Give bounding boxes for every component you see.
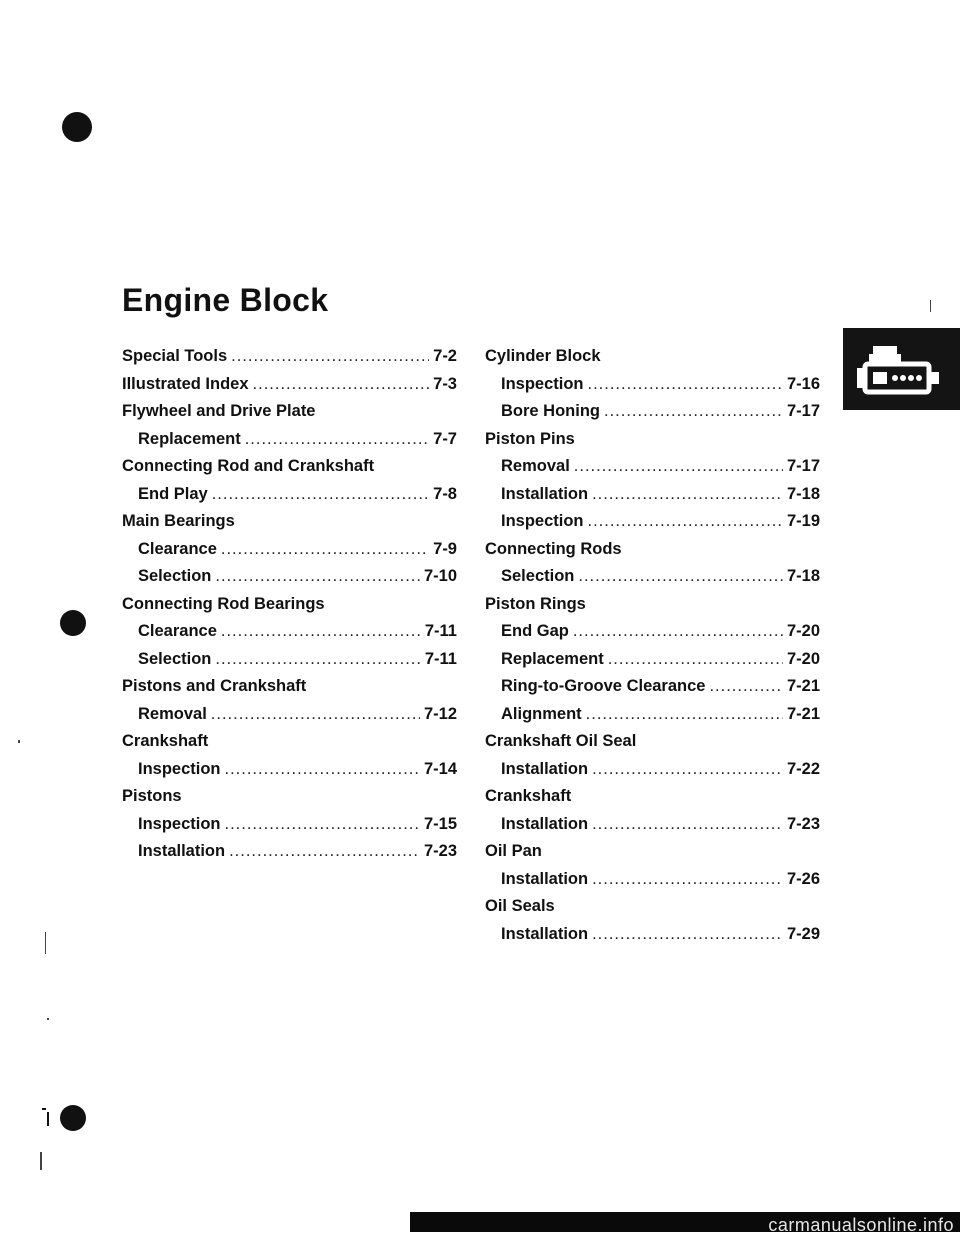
toc-entry[interactable] [122,565,457,589]
toc-entry-label: Inspection [501,512,584,530]
toc-entry[interactable] [122,483,457,507]
toc-page-number: 7-8 [433,484,457,503]
toc-page-number: 7-20 [786,649,820,668]
dot-leader [574,455,783,479]
toc-entry-label: Inspection [138,814,221,833]
toc-page-number: 7-17 [786,402,820,420]
watermark: carmanualsonline.info [768,1215,954,1235]
toc-page-number: 7-17 [786,457,820,475]
scan-mark [40,1152,42,1170]
toc-entry-label: Clearance [138,622,217,640]
toc-entry[interactable] [485,648,820,672]
toc-heading: Cylinder Block [485,347,601,365]
toc-heading: Connecting Rods [485,539,622,558]
scan-mark [47,1112,49,1126]
dot-leader [231,345,429,369]
toc-entry-label: Inspection [138,759,221,778]
toc-entry[interactable] [485,703,820,727]
toc-page-number: 7-12 [423,704,457,723]
toc-entry-label: Alignment [501,704,582,723]
toc-page-number: 7-18 [786,567,820,585]
toc-heading: Pistons [122,787,182,805]
toc-entry[interactable] [122,373,457,397]
toc-right-column [485,345,820,946]
binder-hole-middle [60,610,86,636]
toc-entry[interactable] [122,648,457,672]
toc-entry-label: Installation [501,869,589,888]
toc-entry[interactable] [122,813,457,837]
dot-leader [225,758,420,782]
toc-heading: Piston Rings [485,594,586,613]
toc-entry[interactable] [485,510,820,534]
toc-page-number: 7-15 [423,814,457,833]
toc-heading: Connecting Rod Bearings [122,594,325,613]
toc-entry[interactable] [485,620,820,644]
scan-mark [18,740,20,743]
toc-entry-label: Inspection [501,374,584,393]
toc-heading: Connecting Rod and Crankshaft [122,457,375,475]
toc-entry[interactable] [122,620,457,644]
toc-heading: Crankshaft Oil Seal [485,732,637,750]
toc-entry-label: Installation [501,924,589,943]
dot-leader [592,483,783,507]
dot-leader [588,373,783,397]
toc-entry-label: Selection [501,567,575,585]
toc-heading: Crankshaft [485,787,572,805]
toc-entry-label: Replacement [138,429,241,448]
dot-leader [592,758,783,782]
dot-leader [592,813,783,837]
toc-heading: Main Bearings [122,512,235,530]
toc-entry-label: Ring-to-Groove Clearance [501,677,706,695]
toc-entry[interactable] [485,923,820,947]
dot-leader [604,400,783,424]
toc-page-number: 7-23 [786,814,820,833]
dot-leader [215,565,420,589]
dot-leader [245,428,429,452]
toc-page-number: 7-9 [433,539,457,558]
toc-heading: Piston Pins [485,429,575,448]
toc-entry[interactable] [485,565,820,589]
toc-entry-label: Installation [138,842,226,860]
toc-heading: Crankshaft [122,732,209,750]
toc-page-number: 7-26 [786,869,820,888]
toc-page-number: 7-11 [424,622,457,640]
toc-entry[interactable] [485,455,820,479]
toc-entry-label: Bore Honing [501,402,600,420]
toc-page-number: 7-21 [786,677,820,695]
dot-leader [592,923,783,947]
toc-heading: Flywheel and Drive Plate [122,402,316,420]
dot-leader [225,813,420,837]
toc-entry[interactable] [485,758,820,782]
dot-leader [229,840,420,864]
toc-page-number: 7-10 [423,567,457,585]
toc-entry[interactable] [485,373,820,397]
toc-entry[interactable] [485,868,820,892]
toc-entry[interactable] [485,483,820,507]
binder-hole-top [62,112,92,142]
toc-entry[interactable] [122,428,457,452]
toc-entry-label: Illustrated Index [122,374,249,393]
toc-entry-label: End Play [138,484,208,503]
toc-entry-label: Selection [138,567,212,585]
toc-page-number: 7-3 [433,374,457,393]
toc-heading: Oil Seals [485,897,555,915]
toc-entry-label: Selection [138,649,212,668]
page-title: Engine Block [122,282,329,318]
dot-leader [592,868,783,892]
toc-page-number: 7-14 [423,759,457,778]
toc-page-number: 7-23 [423,842,457,860]
toc-page-number: 7-21 [786,704,820,723]
toc-heading: Oil Pan [485,842,542,860]
toc-entry-label: Removal [138,704,207,723]
dot-leader [212,483,429,507]
toc-left-column [122,345,457,864]
dot-leader [253,373,430,397]
toc-page-number: 7-11 [424,649,457,668]
toc-page-number: 7-29 [786,924,820,943]
toc-entry-label: Special Tools [122,347,228,365]
scan-mark [930,300,931,312]
dot-leader [586,703,783,727]
dot-leader [215,648,421,672]
toc-heading: Pistons and Crankshaft [122,677,307,695]
scan-mark [45,932,46,954]
toc-entry[interactable] [122,758,457,782]
toc-page-number: 7-18 [786,484,820,503]
toc-entry[interactable] [122,345,457,369]
toc-entry[interactable] [122,538,457,562]
toc-page-number: 7-20 [786,622,820,640]
dot-leader [588,510,783,534]
toc-entry[interactable] [122,703,457,727]
dot-leader [221,620,421,644]
toc-entry[interactable] [485,813,820,837]
section-tab [843,328,960,410]
dot-leader [573,620,783,644]
dot-leader [221,538,429,562]
toc-page-number: 7-2 [433,347,457,365]
dot-leader [211,703,420,727]
toc-page-number: 7-7 [433,429,457,448]
toc-entry-label: Installation [501,759,589,778]
toc-entry-label: Replacement [501,649,604,668]
toc-entry-label: Installation [501,484,589,503]
toc-page-number: 7-19 [786,512,820,530]
toc-page-number: 7-16 [786,374,820,393]
dot-leader [608,648,783,672]
toc-entry[interactable] [485,675,820,699]
toc-entry-label: Clearance [138,539,217,558]
binder-hole-bottom [60,1105,86,1131]
toc-entry[interactable] [122,840,457,864]
toc-entry[interactable] [485,400,820,424]
toc-page-number: 7-22 [786,759,820,778]
scan-mark [42,1108,46,1110]
toc-entry-label: Installation [501,814,589,833]
dot-leader [709,675,783,699]
engine-icon [843,328,960,410]
toc-entry-label: End Gap [501,622,569,640]
scan-mark [47,1018,49,1020]
dot-leader [578,565,783,589]
toc-entry-label: Removal [501,457,570,475]
